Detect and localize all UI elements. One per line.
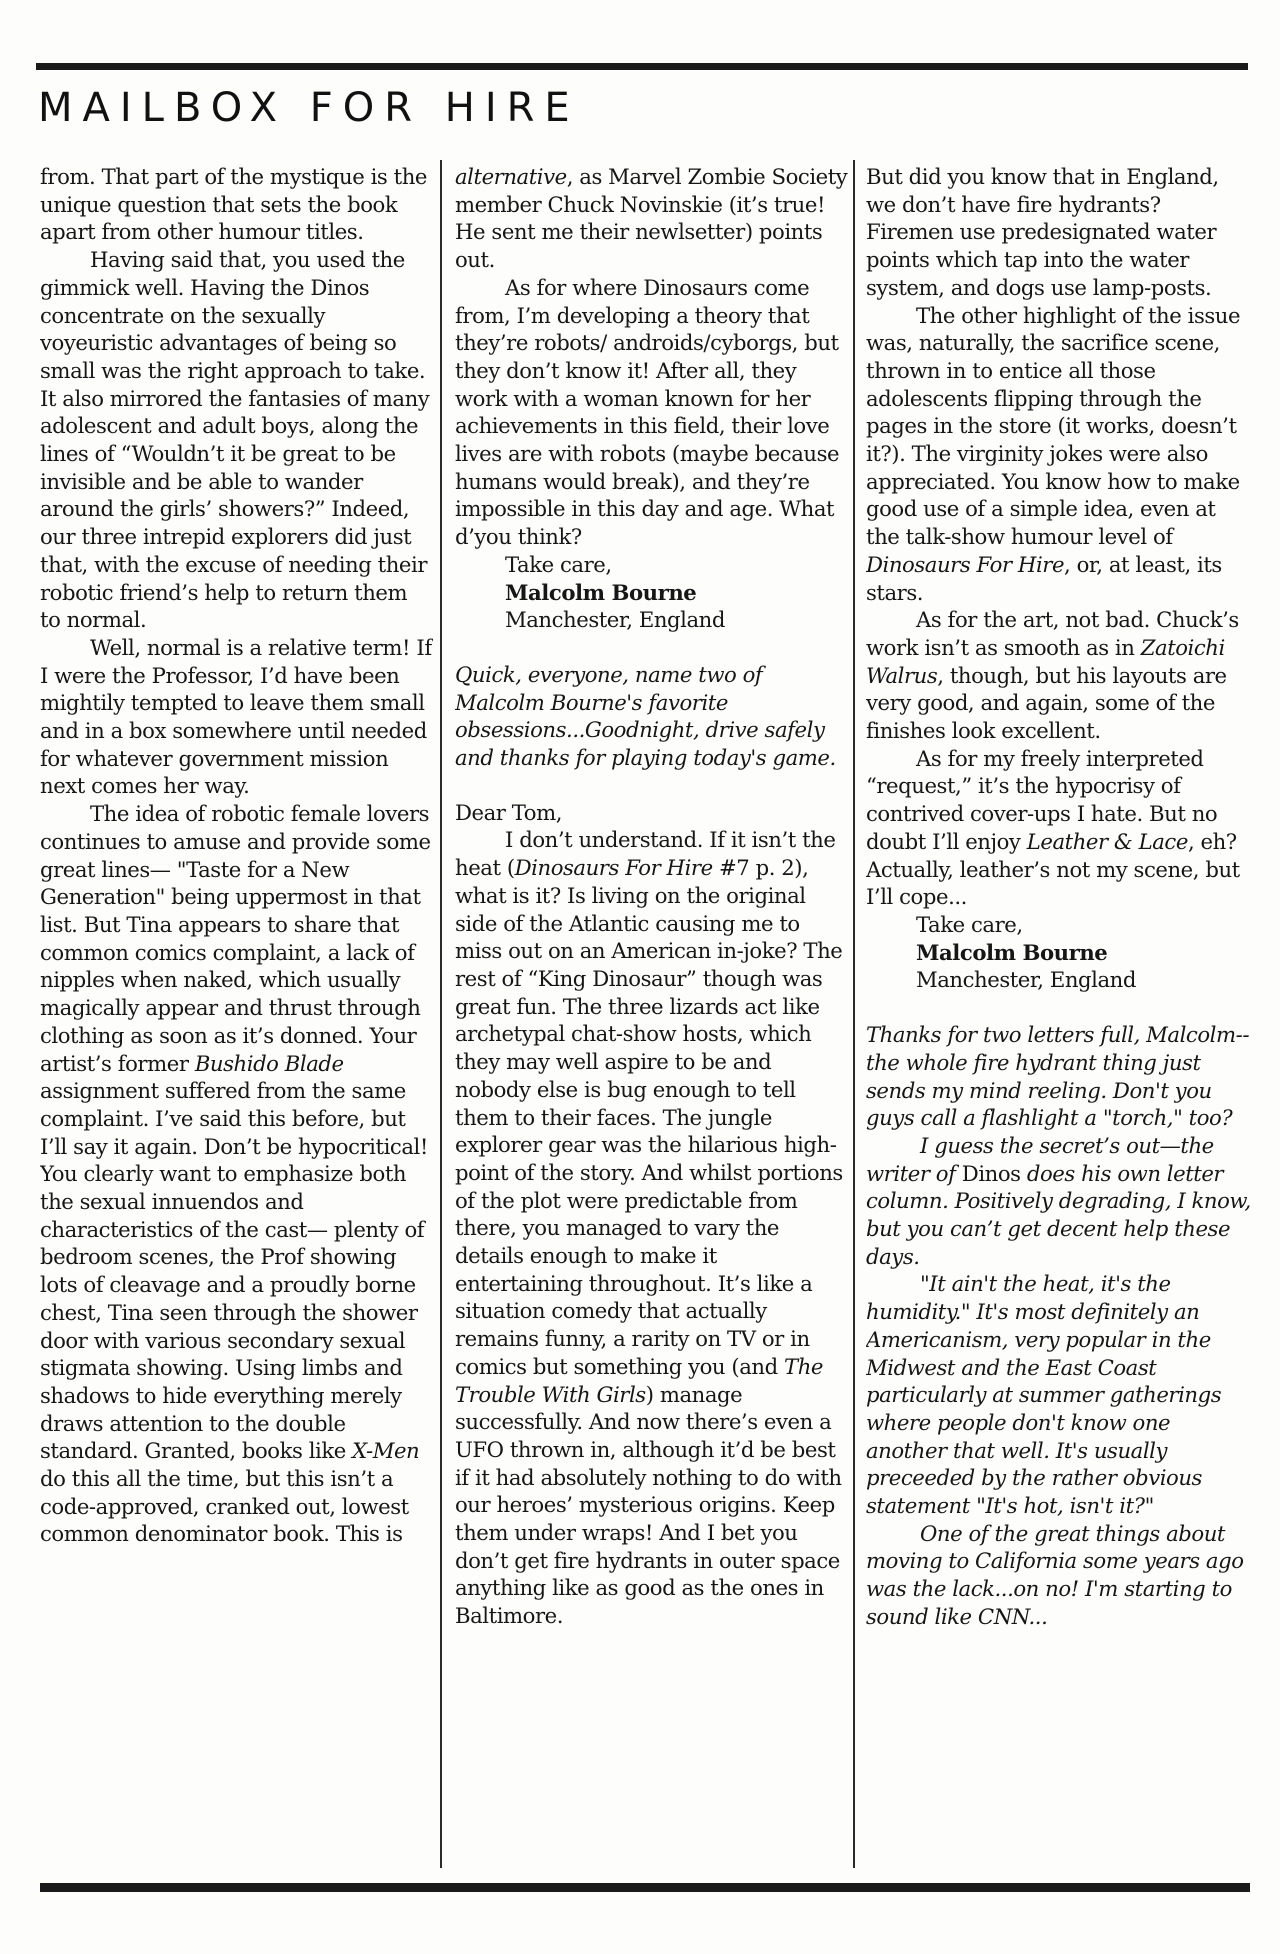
comic-title: Bushido Blade <box>194 1050 344 1076</box>
text-run: do this all the time, but this isn’t a code-approved, cranked out, lowest common denominator book. This is <box>40 1466 409 1547</box>
paragraph <box>40 800 433 1548</box>
editor-reply: Quick, everyone, name two of Malcolm Bourne's favorite obsessions...Goodnight, drive safely and thanks for playing today's game. <box>455 661 836 771</box>
paragraph: But did you know that in England, we don’t have fire hydrants? Firemen use predesignated water points which tap into the water system, and dogs use lamp-posts. <box>866 164 1219 300</box>
comic-title: Zatoichi Walrus <box>866 634 1225 688</box>
letter-signoff: Take care, <box>505 551 612 577</box>
text-run: The other highlight of the issue was, naturally, the sacrifice scene, thrown in to entice all those adolescents flipping through the pages in the store (it works, doesn’t it?). The virginity jokes were also appreciated. You know how to make good use of a simple idea, even at the talk-show humour level of <box>866 302 1241 550</box>
emphasis: alternative <box>455 164 567 189</box>
text-run: As for the art, not bad. Chuck’s work isn’t as smooth as in <box>866 607 1239 660</box>
paragraph: As for where Dinosaurs come from, I’m developing a theory that they’re robots/ androids/cyborgs, but they don’t know it! After all, they work with a woman known for her achievements in this field, their love lives are with robots (maybe because humans would break), and they’re impossible in this day and age. What d’you think? <box>455 274 840 550</box>
letter-author: Malcolm Bourne <box>916 939 1108 965</box>
bottom-rule <box>40 1883 1250 1892</box>
editor-reply: Thanks for two letters full, Malcolm--the whole fire hydrant thing just sends my mind reeling. Don't you guys call a flashlight a "torch," too? <box>866 1022 1250 1131</box>
column-3 <box>866 163 1254 1631</box>
letter-author: Malcolm Bourne <box>505 579 697 605</box>
salutation: Dear Tom, <box>455 799 563 825</box>
text-run: ) manage successfully. And now there’s even a UFO thrown in, although it’d be best if it had absolutely nothing to do with our heroes’ mysterious origins. Keep them under wraps! And I bet you don’t get fire hydrants in outer space anything like as good as the ones in Baltimore. <box>455 1381 842 1629</box>
text-run: assignment suffered from the same complaint. I’ve said this before, but I’ll say it again. Don’t be hypocritical! You clearly want to emphasize both the sexual innuendos and characteristics of the cast— plenty of bedroom scenes, the Prof showing lots of cleavage and a proudly borne chest, Tina seen through the shower door with various secondary sexual stigmata showing. Using limbs and shadows to hide everything merely draws attention to the double standard. Granted, books like <box>40 1078 428 1464</box>
text-run: As for my freely interpreted “request,” it’s the hypocrisy of contrived cover-ups I hate. But no doubt I’ll enjoy <box>866 745 1218 854</box>
column-1 <box>40 163 433 1548</box>
column-divider-2 <box>853 160 855 1868</box>
comic-title: Leather & Lace <box>1026 828 1188 854</box>
editor-reply: One of the great things about moving to California some years ago was the lack...on no! I'm starting to sound like CNN... <box>866 1520 1244 1629</box>
column-divider-1 <box>440 160 442 1868</box>
text-run: , or, at least, its stars. <box>866 551 1222 605</box>
paragraph <box>866 745 1254 911</box>
text-run: does his own letter column. Positively degrading, I know, but you can’t get decent help these days. <box>866 1160 1251 1269</box>
paragraph <box>455 163 848 274</box>
text-run: The idea of robotic female lovers continues to amuse and provide some great lines— "Taste for a New Generation" being uppermost in that list. But Tina appears to share that common comics complaint, a lack of nipples when naked, which usually magically appear and thrust through clothing as soon as it’s donned. Your artist’s former <box>40 801 431 1076</box>
editor-reply <box>866 1132 1254 1271</box>
page-title: MAILBOX FOR HIRE <box>38 85 580 131</box>
text-run: , as Marvel Zombie Society member Chuck Novinskie (it’s true! He sent me their newlsetter) points out. <box>455 164 848 273</box>
text-run: I don’t understand. If it isn’t the heat ( <box>455 827 836 881</box>
paragraph <box>866 606 1254 745</box>
paragraph <box>866 302 1254 607</box>
comic-title: Dinosaurs For Hire <box>514 855 713 881</box>
letter-location: Manchester, England <box>916 967 1136 993</box>
letter-signoff: Take care, <box>916 911 1023 937</box>
letter-location: Manchester, England <box>505 607 725 633</box>
paragraph <box>455 826 848 1629</box>
comic-title: X-Men <box>352 1438 420 1464</box>
comic-title: Dinos <box>961 1160 1021 1186</box>
paragraph: Well, normal is a relative term! If I were the Professor, I’d have been mightily tempted to leave them small and in a box somewhere until needed for whatever government mission next comes her way. <box>40 634 432 799</box>
editor-reply: "It ain't the heat, it's the humidity." It's most definitely an Americanism, very popular in the Midwest and the East Coast particularly at summer gatherings where people don't know one another that well. It's usually preceeded by the rather obvious statement "It's hot, isn't it?" <box>866 1271 1222 1519</box>
comic-title: Dinosaurs For Hire <box>866 551 1065 577</box>
text-run: , though, but his layouts are very good, and again, some of the finishes look excellent. <box>866 662 1227 744</box>
paragraph: from. That part of the mystique is the unique question that sets the book apart from other humour titles. <box>40 164 427 245</box>
column-2 <box>455 163 848 1630</box>
top-rule <box>36 63 1248 70</box>
text-run: I guess the secret’s out—the writer of <box>866 1132 1214 1186</box>
text-run: #7 p. 2), what is it? Is living on the original side of the Atlantic causing me to miss out on an American in-joke? The rest of “King Dinosaur” though was great fun. The three lizards act like archetypal chat-show hosts, which they may well aspire to be and nobody else is bug enough to tell them to their faces. The jungle explorer gear was the hilarious high-point of the story. And whilst portions of the plot were predictable from there, you managed to vary the details enough to make it entertaining throughout. It’s like a situation comedy that actually remains funny, a rarity on TV or in comics but something you (and <box>455 855 843 1379</box>
comic-title: The Trouble With Girls <box>455 1353 823 1407</box>
text-run: , eh? Actually, leather’s not my scene, but I’ll cope... <box>866 828 1240 910</box>
paragraph: Having said that, you used the gimmick well. Having the Dinos concentrate on the sexually voyeuristic advantages of being so small was the right approach to take. It also mirrored the fantasies of many adolescent and adult boys, along the lines of “Wouldn’t it be great to be invisible and be able to wander around the girls’ showers?” Indeed, our three intrepid explorers did just that, with the excuse of needing their robotic friend’s help to return them to normal. <box>40 247 430 633</box>
